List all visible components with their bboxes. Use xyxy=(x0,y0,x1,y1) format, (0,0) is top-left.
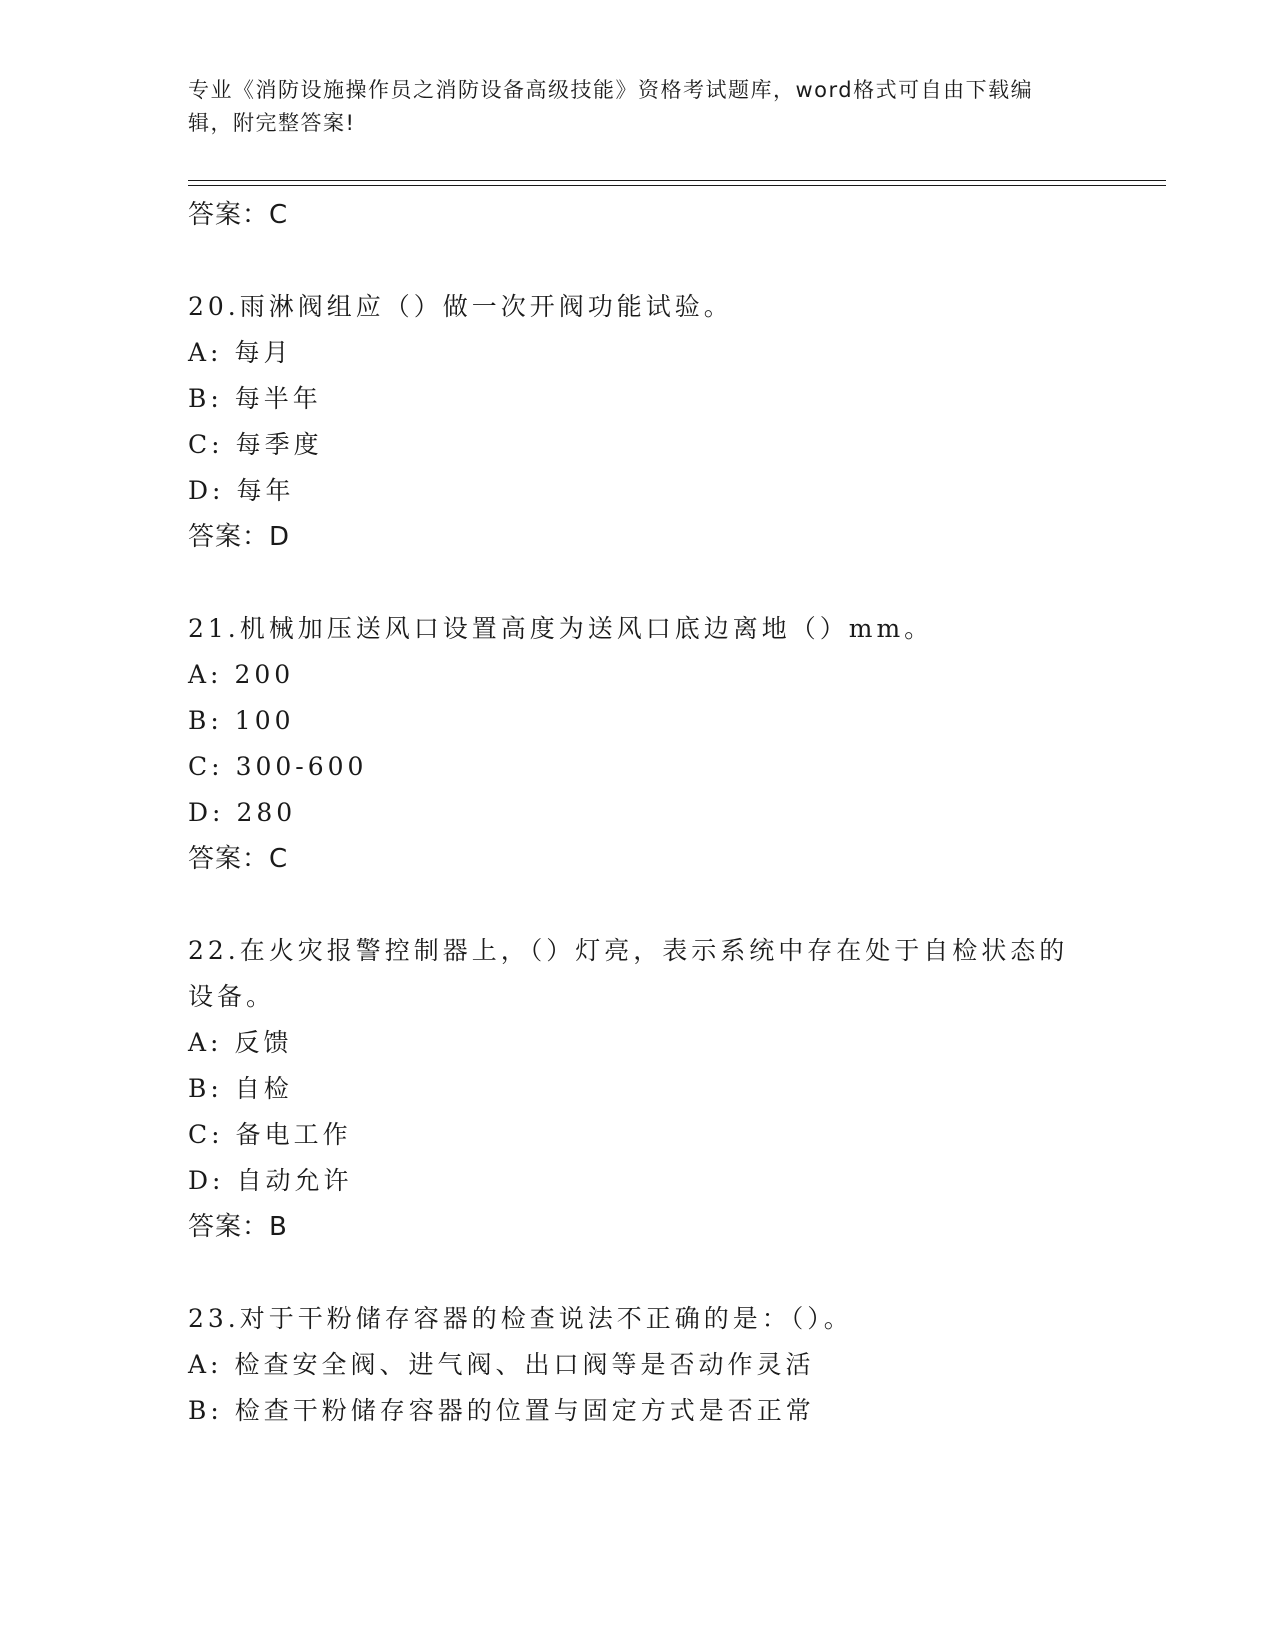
option-letter: C: xyxy=(188,752,224,781)
option-text: 自动允许 xyxy=(236,1166,353,1195)
answer-label: 答案：C xyxy=(188,200,289,230)
option-letter: B: xyxy=(188,1074,223,1103)
option-text: 检查干粉储存容器的位置与固定方式是否正常 xyxy=(234,1396,815,1425)
spacer xyxy=(188,1250,1088,1296)
question-block xyxy=(188,284,1088,560)
option-letter: A: xyxy=(188,1028,223,1057)
option-letter: C: xyxy=(188,430,224,459)
answer-label: 答案：B xyxy=(188,1212,288,1242)
option-a xyxy=(188,330,1088,376)
option-d xyxy=(188,790,1088,836)
question-block xyxy=(188,928,1088,1250)
option-d xyxy=(188,468,1088,514)
answer-label: 答案：C xyxy=(188,844,289,874)
option-letter: B: xyxy=(188,706,223,735)
option-letter: C: xyxy=(188,1120,224,1149)
option-text: 反馈 xyxy=(234,1028,293,1057)
option-b xyxy=(188,1066,1088,1112)
option-letter: D: xyxy=(188,1166,225,1195)
question-text: 22.在火灾报警控制器上，（）灯亮，表示系统中存在处于自检状态的设备。 xyxy=(188,936,1069,1011)
option-a xyxy=(188,652,1088,698)
option-text: 200 xyxy=(234,660,295,689)
option-text: 300-600 xyxy=(235,752,368,781)
question-list xyxy=(188,192,1088,1434)
option-text: 检查安全阀、进气阀、出口阀等是否动作灵活 xyxy=(234,1350,815,1379)
spacer xyxy=(188,560,1088,606)
option-b xyxy=(188,376,1088,422)
spacer xyxy=(188,882,1088,928)
question-text: 20.雨淋阀组应（）做一次开阀功能试验。 xyxy=(188,292,733,321)
question-text: 21.机械加压送风口设置高度为送风口底边离地（）mm。 xyxy=(188,614,934,643)
option-text: 每年 xyxy=(236,476,295,505)
option-d xyxy=(188,1158,1088,1204)
option-a xyxy=(188,1020,1088,1066)
option-letter: A: xyxy=(188,338,223,367)
question-text: 23.对于干粉储存容器的检查说法不正确的是：（）。 xyxy=(188,1304,853,1333)
option-letter: B: xyxy=(188,1396,223,1425)
option-a xyxy=(188,1342,1088,1388)
spacer xyxy=(188,238,1088,284)
option-text: 备电工作 xyxy=(235,1120,352,1149)
option-letter: B: xyxy=(188,384,223,413)
option-text: 280 xyxy=(236,798,297,827)
answer-label: 答案：D xyxy=(188,522,291,552)
option-text: 自检 xyxy=(234,1074,293,1103)
option-text: 每月 xyxy=(234,338,293,367)
option-letter: D: xyxy=(188,476,225,505)
option-b xyxy=(188,698,1088,744)
option-c xyxy=(188,422,1088,468)
option-text: 100 xyxy=(234,706,295,735)
option-c xyxy=(188,1112,1088,1158)
header-divider-top xyxy=(188,180,1166,181)
header-divider-bottom xyxy=(188,185,1166,186)
option-text: 每半年 xyxy=(234,384,322,413)
option-text: 每季度 xyxy=(235,430,323,459)
document-header: 专业《消防设施操作员之消防设备高级技能》资格考试题库，word格式可自由下载编辑，附完整答案! xyxy=(188,78,1034,135)
option-b xyxy=(188,1388,1088,1434)
option-letter: A: xyxy=(188,1350,223,1379)
option-c xyxy=(188,744,1088,790)
question-block xyxy=(188,1296,1088,1434)
question-block xyxy=(188,606,1088,882)
option-letter: A: xyxy=(188,660,223,689)
option-letter: D: xyxy=(188,798,225,827)
